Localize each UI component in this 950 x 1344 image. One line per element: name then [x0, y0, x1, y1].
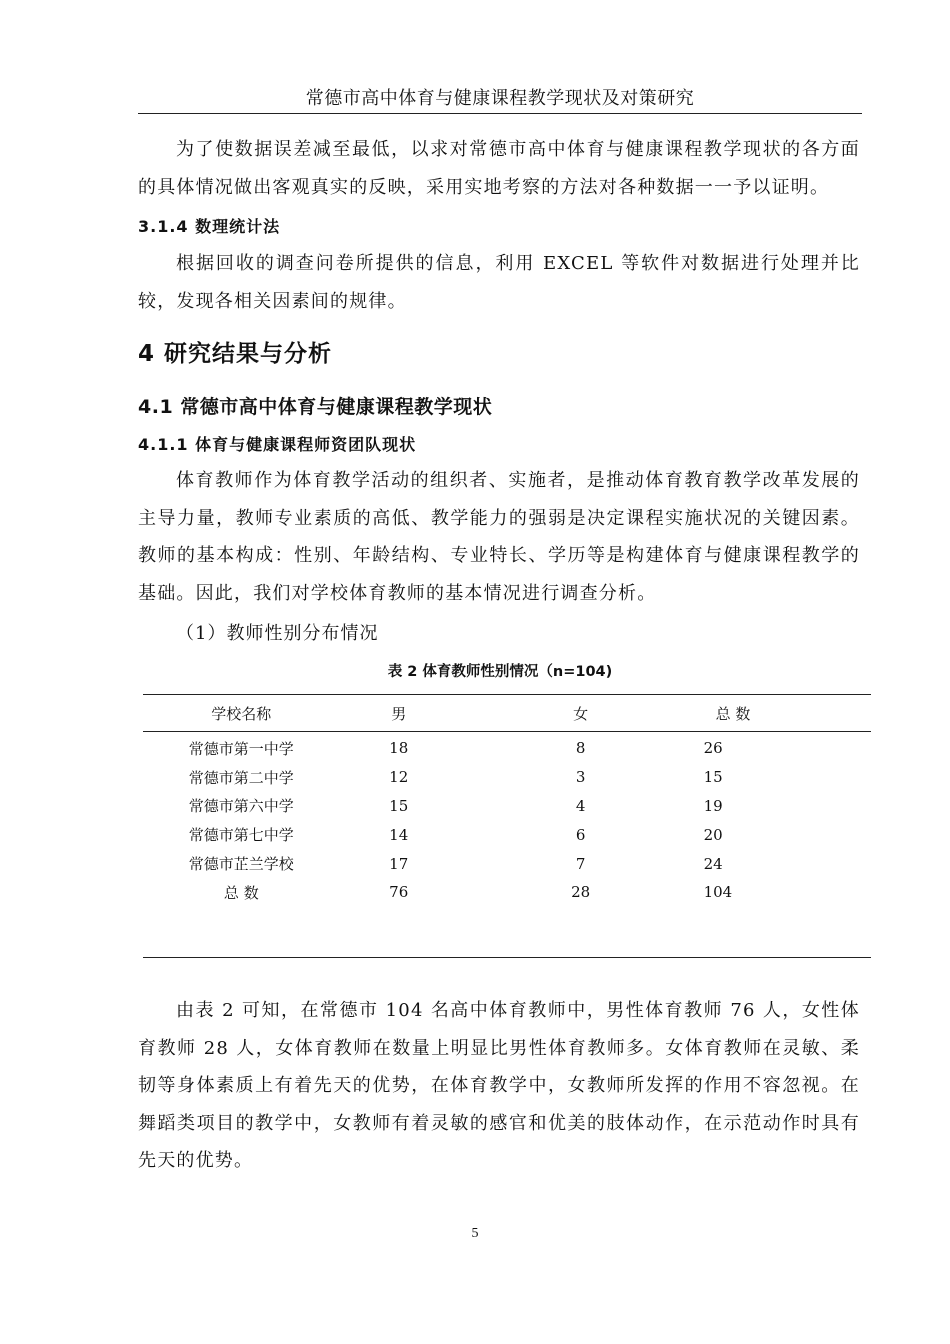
paragraph-teachers: 体育教师作为体育教学活动的组织者、实施者，是推动体育教育教学改革发展的主导力量，教师专业素质的高低、教学能力的强弱是决定课程实施状况的关键因素。教师的基本构成：性别、年龄结构、专业特长、学历等是构建体育与健康课程教学的基础。因此，我们对学校体育教师的基本情况进行调查分析。: [138, 470, 860, 604]
table-row: [143, 849, 871, 878]
running-header-title: 常德市高中体育与健康课程教学现状及对策研究: [305, 88, 695, 109]
cell-male: 14: [389, 825, 409, 844]
paragraph-analysis: 由表 2 可知，在常德市 104 名高中体育教师中，男性体育教师 76 人，女性体育教师 28 人，女体育教师在数量上明显比男性体育教师多。女体育教师在灵敏、柔韧等身体素质上有着先天的优势，在体育教学中，女教师所发挥的作用不容忽视。在舞蹈类项目的教学中，女教师有着灵敏的感官和优美的肢体动作，在示范动作时具有先天的优势。: [138, 1000, 860, 1171]
header-rule: [138, 113, 862, 114]
heading-4-1-1: 4.1.1 体育与健康课程师资团队现状: [138, 435, 417, 454]
cell-total: 15: [703, 768, 723, 787]
table-row-total: [143, 878, 871, 907]
table-header-row: [143, 695, 871, 732]
cell-total: 19: [703, 796, 723, 815]
cell-total: 24: [703, 854, 723, 873]
cell-male: 76: [389, 883, 409, 902]
cell-total: 20: [703, 825, 723, 844]
cell-school: 常德市第六中学: [188, 797, 294, 816]
cell-female: 4: [575, 796, 586, 815]
cell-total: 26: [703, 739, 723, 758]
table-caption: 表 2 体育教师性别情况（n=104): [387, 664, 613, 680]
cell-total: 104: [703, 883, 733, 902]
paragraph-statistics: 根据回收的调查问卷所提供的信息，利用 EXCEL 等软件对数据进行处理并比较，发现各相关因素间的规律。: [138, 253, 860, 312]
page-number: 5: [471, 1226, 479, 1241]
list-item-gender-distribution: （1）教师性别分布情况: [176, 623, 379, 644]
table-row: [143, 763, 871, 792]
table-row: [143, 792, 871, 821]
heading-3-1-4: 3.1.4 数理统计法: [138, 217, 281, 236]
table-row: [143, 820, 871, 849]
cell-female: 28: [571, 883, 591, 902]
heading-chapter-4: 4 研究结果与分析: [138, 341, 333, 367]
cell-school: 总 数: [223, 883, 259, 902]
cell-school: 常德市第二中学: [188, 768, 294, 787]
cell-male: 15: [389, 796, 409, 815]
cell-female: 7: [575, 854, 586, 873]
heading-4-1: 4.1 常德市高中体育与健康课程教学现状: [138, 396, 493, 418]
table-row: [143, 732, 871, 763]
cell-female: 8: [575, 739, 586, 758]
cell-male: 17: [389, 854, 409, 873]
cell-female: 3: [575, 768, 586, 787]
teacher-gender-table: [143, 694, 871, 907]
cell-school: 常德市第一中学: [188, 739, 294, 758]
column-header-male: 男: [340, 695, 458, 732]
column-header-total: 总 数: [704, 695, 871, 732]
cell-female: 6: [575, 825, 586, 844]
column-header-school: 学校名称: [143, 695, 340, 732]
cell-school: 常德市第七中学: [188, 826, 294, 845]
cell-male: 18: [389, 739, 409, 758]
cell-male: 12: [389, 768, 409, 787]
table-bottom-rule: [143, 957, 871, 958]
cell-school: 常德市芷兰学校: [188, 855, 294, 874]
paragraph-intro: 为了使数据误差减至最低，以求对常德市高中体育与健康课程教学现状的各方面的具体情况做出客观真实的反映，采用实地考察的方法对各种数据一一予以证明。: [138, 139, 860, 198]
column-header-female: 女: [458, 695, 704, 732]
